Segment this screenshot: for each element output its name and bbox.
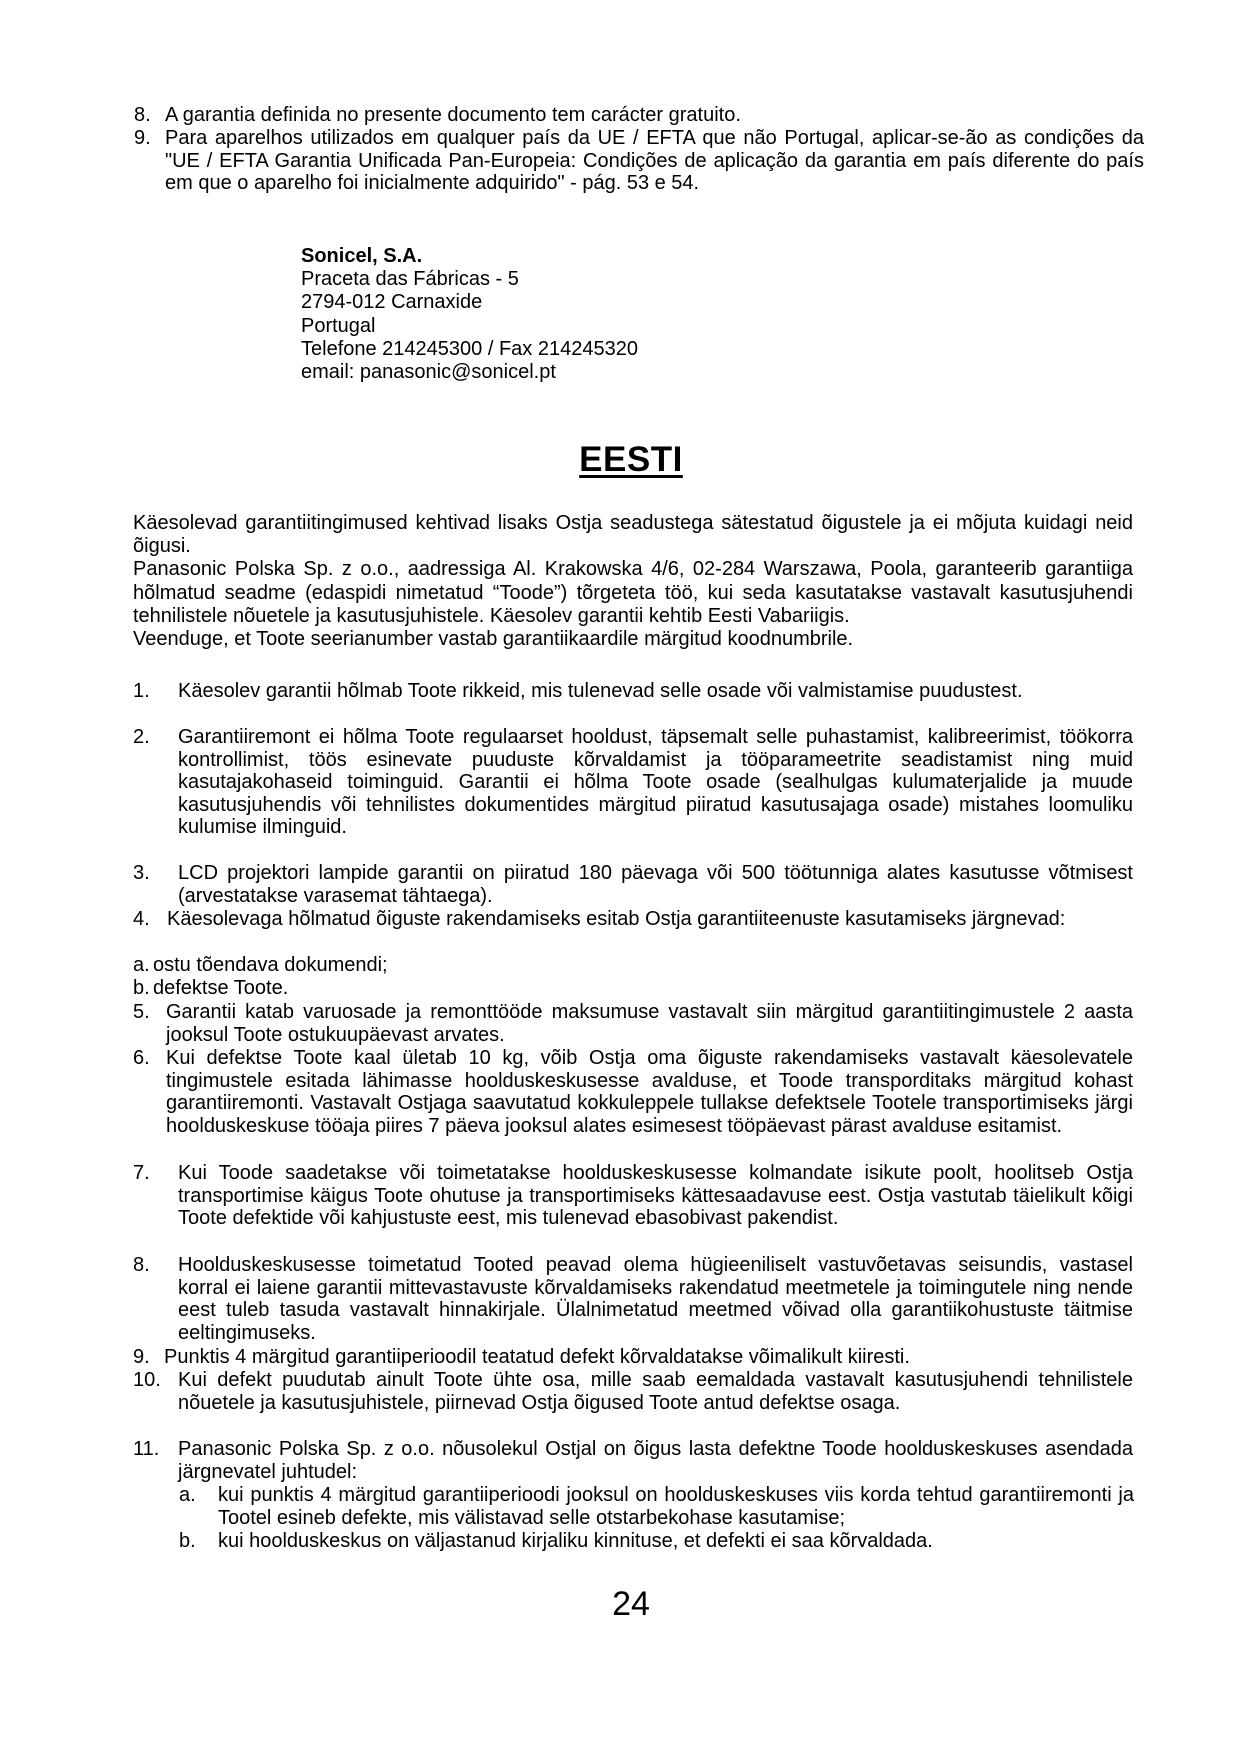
item-text: Punktis 4 märgitud garantiiperioodil teatatud defekt kõrvaldatakse võimalikult kiiresti. — [164, 1346, 910, 1368]
item-text: kui hoolduskeskus on väljastanud kirjaliku kinnituse, et defekti ei saa kõrvaldada. — [218, 1530, 933, 1552]
intro-text — [133, 512, 1133, 651]
section-heading: EESTI — [579, 440, 683, 479]
item-text: Kui Toode saadetakse või toimetatakse hoolduskeskusesse kolmandate isikute poolt, hoolitseb Ostja transportimise käigus Toote ohutuse ja transportimiseks kättesaadavuse eest. Ostja vastutab täielikult kõigi Toote defektide või kahjustuste eest, mis tulenevad ebasobivast pakendist. — [178, 1162, 1133, 1230]
pt-item-8 — [134, 104, 1144, 127]
item-number: 2. — [133, 726, 150, 748]
list-item-9 — [133, 1346, 1133, 1369]
item-number: 6. — [133, 1047, 150, 1069]
list-item-4a — [133, 954, 1133, 977]
list-item-1 — [133, 680, 1133, 703]
list-item-2 — [133, 726, 1133, 839]
item-number: 9. — [133, 1346, 150, 1368]
item-text: Käesolev garantii hõlmab Toote rikkeid, mis tulenevad selle osade või valmistamise puudustest. — [178, 680, 1023, 702]
intro-paragraph: Veenduge, et Toote seerianumber vastab garantiikaardile märgitud koodnumbrile. — [133, 628, 854, 651]
item-number: 4. — [133, 908, 150, 930]
list-item-4b — [133, 977, 1133, 1000]
item-letter: b. — [179, 1530, 196, 1552]
item-number: 5. — [133, 1001, 150, 1023]
list-item-11b — [179, 1530, 1134, 1553]
item-number: 8. — [134, 104, 151, 126]
list-item-4 — [133, 908, 1133, 931]
item-text: Kui defekt puudutab ainult Toote ühte osa, mille saab eemaldada vastavalt kasutusjuhendi tehnilistele nõuetele ja kasutusjuhistele, piirnevad Ostja õigused Toote antud defektse osaga. — [178, 1369, 1133, 1414]
item-text: LCD projektori lampide garantii on piiratud 180 päevaga või 500 töötunniga alates kasutusse võtmisest (arvestatakse varasemat tähtaega). — [178, 862, 1133, 907]
pt-item-9 — [134, 127, 1144, 195]
item-text: ostu tõendava dokumendi; — [153, 954, 388, 976]
address-block — [301, 245, 638, 384]
item-letter: a. — [179, 1484, 196, 1506]
item-text: Hoolduskeskusesse toimetatud Tooted peavad olema hügieeniliselt vastuvõetavas seisundis, vastasel korral ei laiene garantii mittevastavuste kõrvaldamiseks rakendatud meetmetele ja toimingutele ning nende eest tuleb tasuda vastavalt hinnakirjale. Ülalnimetatud meetmed võivad olla garantiikohustuste täitmise eeltingimuseks. — [178, 1254, 1133, 1344]
address-country: Portugal — [301, 314, 376, 337]
address-email: email: panasonic@sonicel.pt — [301, 361, 556, 384]
list-item-8 — [133, 1254, 1133, 1344]
page-number: 24 — [612, 1585, 650, 1623]
item-letter: b. — [133, 977, 150, 999]
item-number: 8. — [133, 1254, 150, 1276]
list-item-6 — [133, 1047, 1133, 1137]
list-item-7 — [133, 1162, 1133, 1230]
list-item-10 — [133, 1369, 1133, 1414]
address-postal: 2794-012 Carnaxide — [301, 291, 483, 314]
list-item-11 — [133, 1438, 1133, 1483]
address-phone: Telefone 214245300 / Fax 214245320 — [301, 337, 638, 360]
item-number: 10. — [133, 1369, 161, 1391]
item-text: Panasonic Polska Sp. z o.o. nõusolekul Ostjal on õigus lasta defektne Toode hoolduskeskuses asendada järgnevatel juhtudel: — [178, 1438, 1133, 1483]
item-text: Käesolevaga hõlmatud õiguste rakendamiseks esitab Ostja garantiiteenuste kasutamiseks järgnevad: — [167, 908, 1066, 930]
item-number: 3. — [133, 862, 150, 884]
item-number: 7. — [133, 1162, 150, 1184]
item-number: 11. — [133, 1438, 160, 1460]
item-text: Garantii katab varuosade ja remonttööde maksumuse vastavalt siin märgitud garantiitingimustele 2 aasta jooksul Toote ostukuupäevast arvates. — [166, 1001, 1133, 1046]
intro-paragraph: Käesolevad garantiitingimused kehtivad lisaks Ostja seadustega sätestatud õigustele ja ei mõjuta kuidagi neid õigusi. — [133, 512, 1133, 558]
address-street: Praceta das Fábricas - 5 — [301, 268, 519, 291]
item-text: Garantiiremont ei hõlma Toote regulaarset hooldust, täpsemalt selle puhastamist, kalibreerimist, töökorra kontrollimist, töös esinevate puuduste kõrvaldamist ja tööparameetrite seadistamist ning muid kasutajakohaseid toiminguid. Garantii ei hõlma Toote osade (sealhulgas kulumaterjalide ja muude kasutusjuhendis või tehnilistes dokumentides märgitud piiratud kasutusajaga osade) mistahes loomuliku kulumise ilminguid. — [178, 726, 1133, 839]
list-item-3 — [133, 862, 1133, 907]
item-letter: a. — [133, 954, 150, 976]
list-item-5 — [133, 1001, 1133, 1046]
item-number: 9. — [134, 127, 151, 149]
company-name: Sonicel, S.A. — [301, 245, 423, 267]
item-text: A garantia definida no presente documento tem carácter gratuito. — [165, 104, 741, 126]
item-number: 1. — [133, 680, 150, 702]
list-item-11a — [179, 1484, 1134, 1529]
intro-paragraph: Panasonic Polska Sp. z o.o., aadressiga Al. Krakowska 4/6, 02-284 Warszawa, Poola, garanteerib garantiiga hõlmatud seadme (edaspidi nimetatud “Toode”) tõrgeteta töö, kui seda kasutatakse vastavalt kasutusjuhendi tehnilistele nõuetele ja kasutusjuhistele. Käesolev garantii kehtib Eesti Vabariigis. — [133, 558, 1133, 627]
item-text: Para aparelhos utilizados em qualquer país da UE / EFTA que não Portugal, aplicar-se-ão as condições da "UE / EFTA Garantia Unificada Pan-Europeia: Condições de aplicação da garantia em país diferente do país em que o aparelho foi inicialmente adquirido" - pág. 53 e 54. — [165, 127, 1144, 195]
item-text: Kui defektse Toote kaal ületab 10 kg, võib Ostja oma õiguste rakendamiseks vastavalt käesolevatele tingimustele esitada lähimasse hoolduskeskusesse avalduse, et Toode transporditaks märgitud kohast garantiiremonti. Vastavalt Ostjaga saavutatud kokkuleppele tullakse defektsele Tootele transportimiseks järgi hoolduskeskuse tööaja piires 7 päeva jooksul alates esimesest tööpäevast pärast avalduse esitamist. — [166, 1047, 1133, 1137]
item-text: defektse Toote. — [153, 977, 289, 999]
item-text: kui punktis 4 märgitud garantiiperioodi jooksul on hoolduskeskuses viis korda tehtud garantiiremonti ja Tootel esineb defekte, mis välistavad selle otstarbekohase kasutamise; — [218, 1484, 1134, 1529]
